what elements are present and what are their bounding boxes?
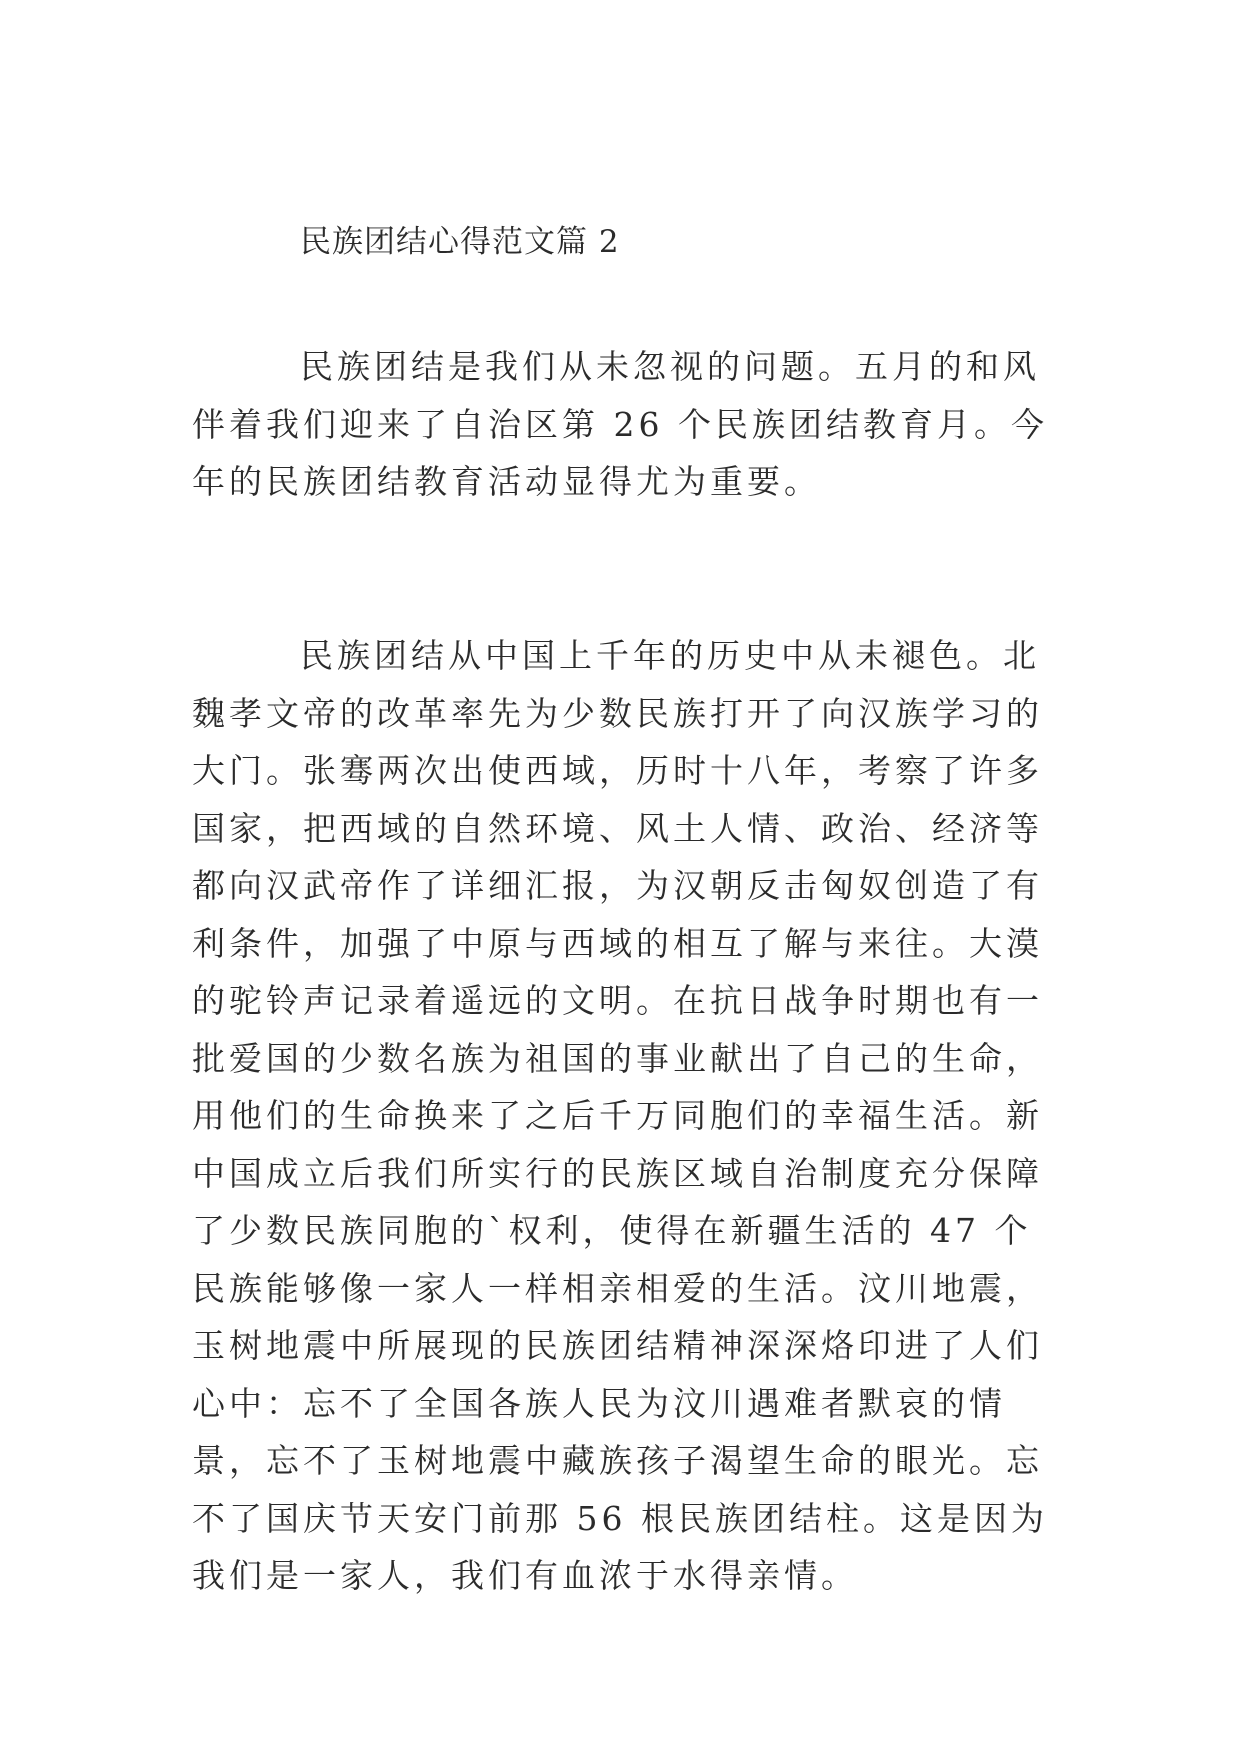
document-title: 民族团结心得范文篇 2	[300, 224, 620, 260]
paragraph-intro: 民族团结是我们从未忽视的问题。五月的和风伴着我们迎来了自治区第 26 个民族团结教育月。今年的民族团结教育活动显得尤为重要。	[192, 347, 1048, 501]
paragraph-history: 民族团结从中国上千年的历史中从未褪色。北魏孝文帝的改革率先为少数民族打开了向汉族学习的大门。张骞两次出使西域，历时十八年，考察了许多国家，把西域的自然环境、风土人情、政治、经济等都向汉武帝作了详细汇报，为汉朝反击匈奴创造了有利条件，加强了中原与西域的相互了解与来往。大漠的驼铃声记录着遥远的文明。在抗日战争时期也有一批爱国的少数名族为祖国的事业献出了自己的生命，用他们的生命换来了之后千万同胞们的幸福生活。新中国成立后我们所实行的民族区域自治制度充分保障了少数民族同胞的`权利，使得在新疆生活的 47 个民族能够像一家人一样相亲相爱的生活。汶川地震，玉树地震中所展现的民族团结精神深深烙印进了人们心中：忘不了全国各族人民为汶川遇难者默哀的情景，忘不了玉树地震中藏族孩子渴望生命的眼光。忘不了国庆节天安门前那 56 根民族团结柱。这是因为我们是一家人，我们有血浓于水得亲情。	[192, 636, 1048, 1595]
